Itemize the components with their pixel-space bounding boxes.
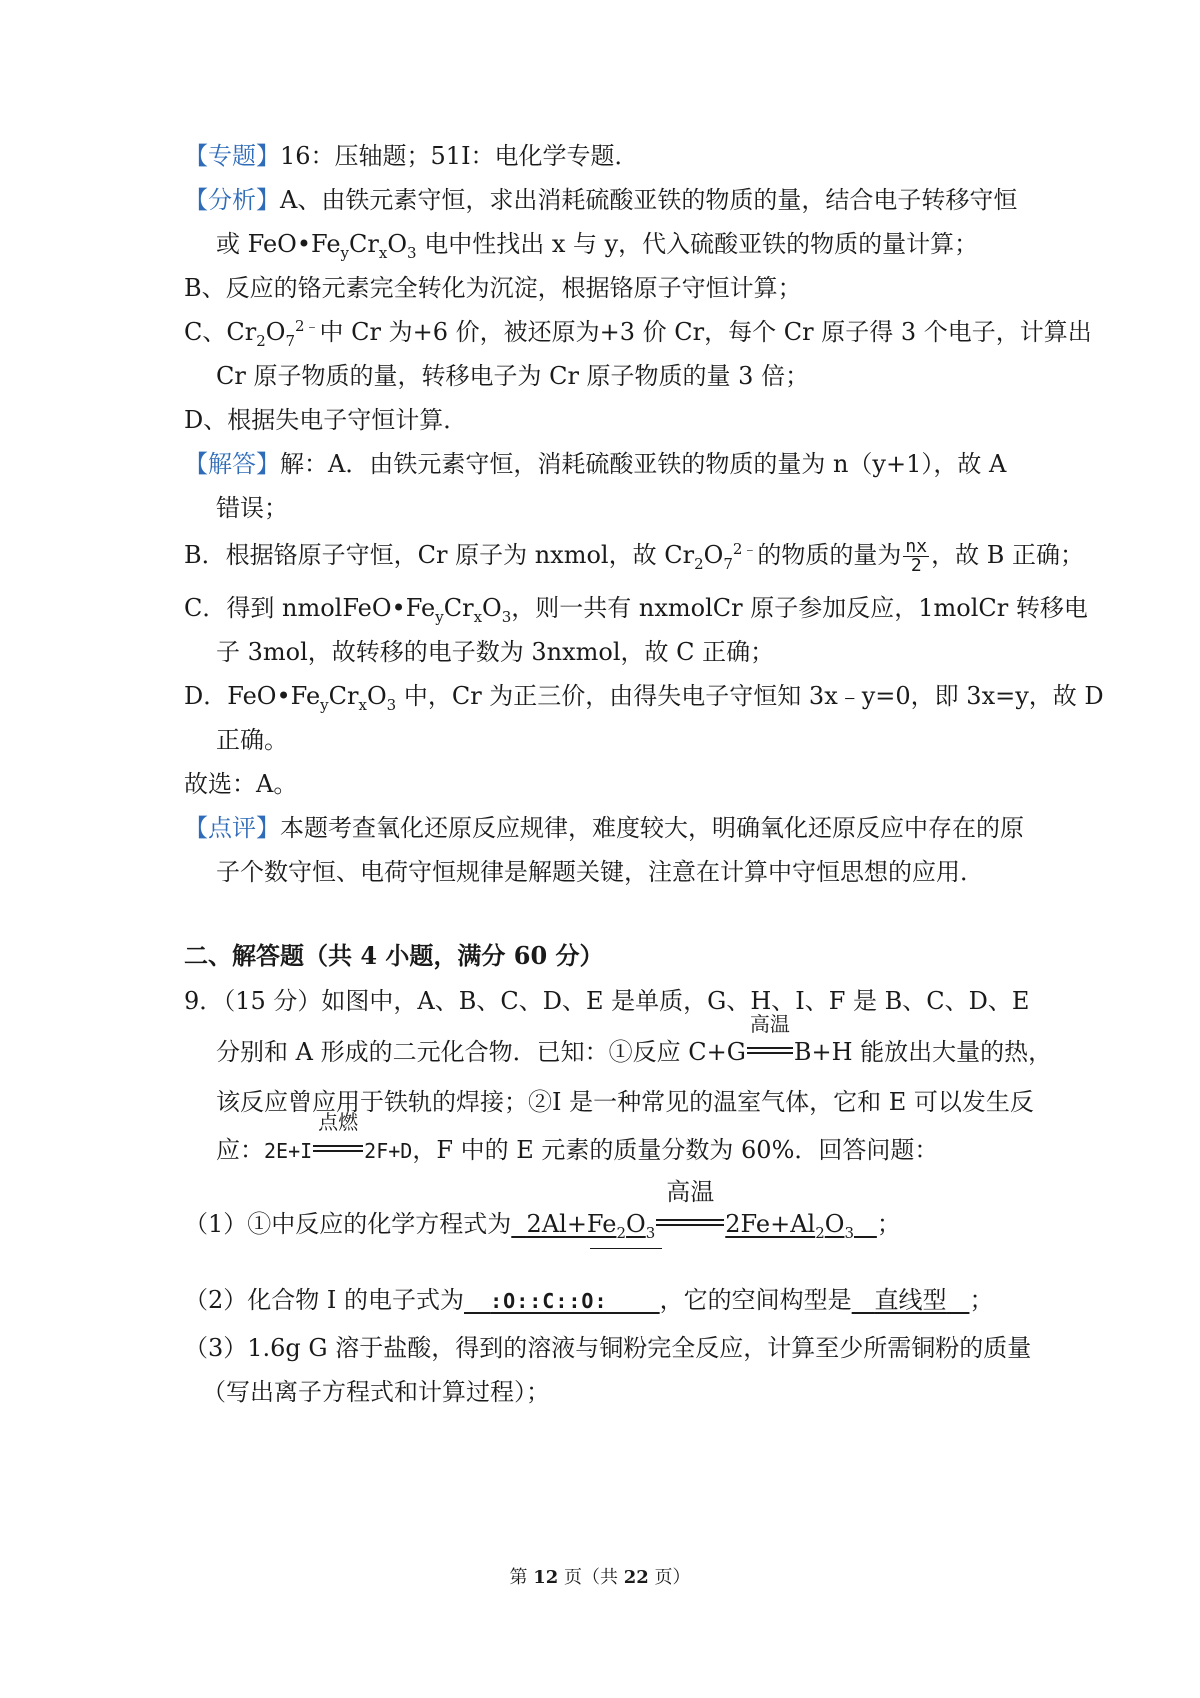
part-1-underline-extra bbox=[590, 1248, 662, 1249]
comment-line-2: 子个数守恒、电荷守恒规律是解题关键，注意在计算中守恒思想的应用． bbox=[216, 858, 984, 886]
part-1-line: （1）①中反应的化学方程式为 $2Al+Fe_2O_3$ 高温 $2Fe+Al_2O_3$ ； bbox=[184, 1178, 901, 1242]
answer-line-d2: 正确。 bbox=[216, 726, 288, 754]
comment-line-1: 【点评】本题考查氧化还原反应规律，难度较大，明确氧化还原反应中存在的原 bbox=[184, 814, 1024, 842]
answer-tag: 【解答】 bbox=[184, 450, 280, 478]
part-3-line-1: （3）1.6g G 溶于盐酸，得到的溶液与铜粉完全反应，计算至少所需铜粉的质量 bbox=[184, 1334, 1032, 1362]
analysis-line-1: 【分析】A、由铁元素守恒，求出消耗硫酸亚铁的物质的量，结合电子转移守恒 bbox=[184, 186, 1018, 214]
condition-ignite: 点燃 bbox=[313, 1134, 363, 1166]
page-total: 22 bbox=[623, 1567, 649, 1588]
part-2-line: （2）化合物 I 的电子式为 :O::C::O: ，它的空间构型是 直线型 ； bbox=[184, 1286, 994, 1314]
question-9-line-2: 分别和 A 形成的二元化合物．已知：①反应 C+G 高温 B+H 能放出大量的热， bbox=[216, 1012, 1053, 1066]
page-number: 12 bbox=[533, 1567, 559, 1588]
answer-line-c: C．得到 $nmolFeO•Fe_yCr_xO_3$，则一共有 nxmolCr 原子参加反应，1molCr 转移电 bbox=[184, 594, 1088, 626]
question-9-line-1: 9．（15 分）如图中，A、B、C、D、E 是单质，G、H、I、F 是 B、C、D、E bbox=[184, 987, 1030, 1015]
topic-line: 【专题】16：压轴题；51I：电化学专题． bbox=[184, 142, 639, 170]
section-heading: 二、解答题（共 4 小题，满分 60 分） bbox=[184, 941, 604, 970]
choice-line: 故选：A。 bbox=[184, 770, 298, 798]
analysis-line-2: 或 $FeO•Fe_yCr_xO_3$ 电中性找出 x 与 y，代入硫酸亚铁的物质的量计算； bbox=[216, 230, 979, 262]
answer-line-d: D．$FeO•Fe_yCr_xO_3$ 中，Cr 为正三价，由得失电子守恒知 3x﹣y=0，即 3x=y，故 D bbox=[184, 682, 1104, 714]
answer-line-c2: 子 3mol，故转移的电子数为 3nxmol，故 C 正确； bbox=[216, 638, 775, 666]
topic-tag: 【专题】 bbox=[184, 142, 280, 170]
part-2-answer: 直线型 bbox=[874, 1286, 947, 1314]
fraction-nx-over-2: $\frac{nx}{2}$ bbox=[905, 536, 928, 576]
part-1-answer: $2Al+Fe_2O_3$ bbox=[526, 1210, 656, 1242]
condition-high-temp: 高温 bbox=[747, 1036, 793, 1068]
question-9-line-4: 应：2E+I 点燃 2F+D，F 中的 E 元素的质量分数为 60%．回答问题： bbox=[216, 1110, 939, 1164]
analysis-line-c: C、$Cr_2O_7^{2﹣}$中 Cr 为+6 价，被还原为+3 价 Cr，每个 Cr 原子得 3 个电子，计算出 bbox=[184, 317, 1092, 350]
analysis-line-d: D、根据失电子守恒计算． bbox=[184, 406, 468, 434]
page-footer: 第 12 页（共 22 页） bbox=[509, 1567, 691, 1588]
part-3-line-2: （写出离子方程式和计算过程）； bbox=[202, 1378, 550, 1406]
analysis-line-b: B、反应的铬元素完全转化为沉淀，根据铬原子守恒计算； bbox=[184, 274, 802, 302]
answer-line-b: B．根据铬原子守恒，Cr 原子为 nxmol，故 $Cr_2O_7^{2﹣}$的物质的量为 $\frac{nx}{2}$ ，故 B 正确； bbox=[184, 536, 1084, 576]
electron-formula: :O::C::O: bbox=[490, 1289, 608, 1313]
answer-line-2: 错误； bbox=[216, 494, 288, 522]
question-9-line-3: 该反应曾应用于铁轨的焊接；②I 是一种常见的温室气体，它和 E 可以发生反 bbox=[216, 1088, 1034, 1116]
answer-line-1: 【解答】解：A．由铁元素守恒，消耗硫酸亚铁的物质的量为 n（y+1），故 A bbox=[184, 450, 1007, 478]
analysis-tag: 【分析】 bbox=[184, 186, 280, 214]
comment-tag: 【点评】 bbox=[184, 814, 280, 842]
analysis-line-c2: Cr 原子物质的量，转移电子为 Cr 原子物质的量 3 倍； bbox=[216, 362, 810, 390]
condition-high-temp-2: 高温 bbox=[656, 1208, 724, 1240]
